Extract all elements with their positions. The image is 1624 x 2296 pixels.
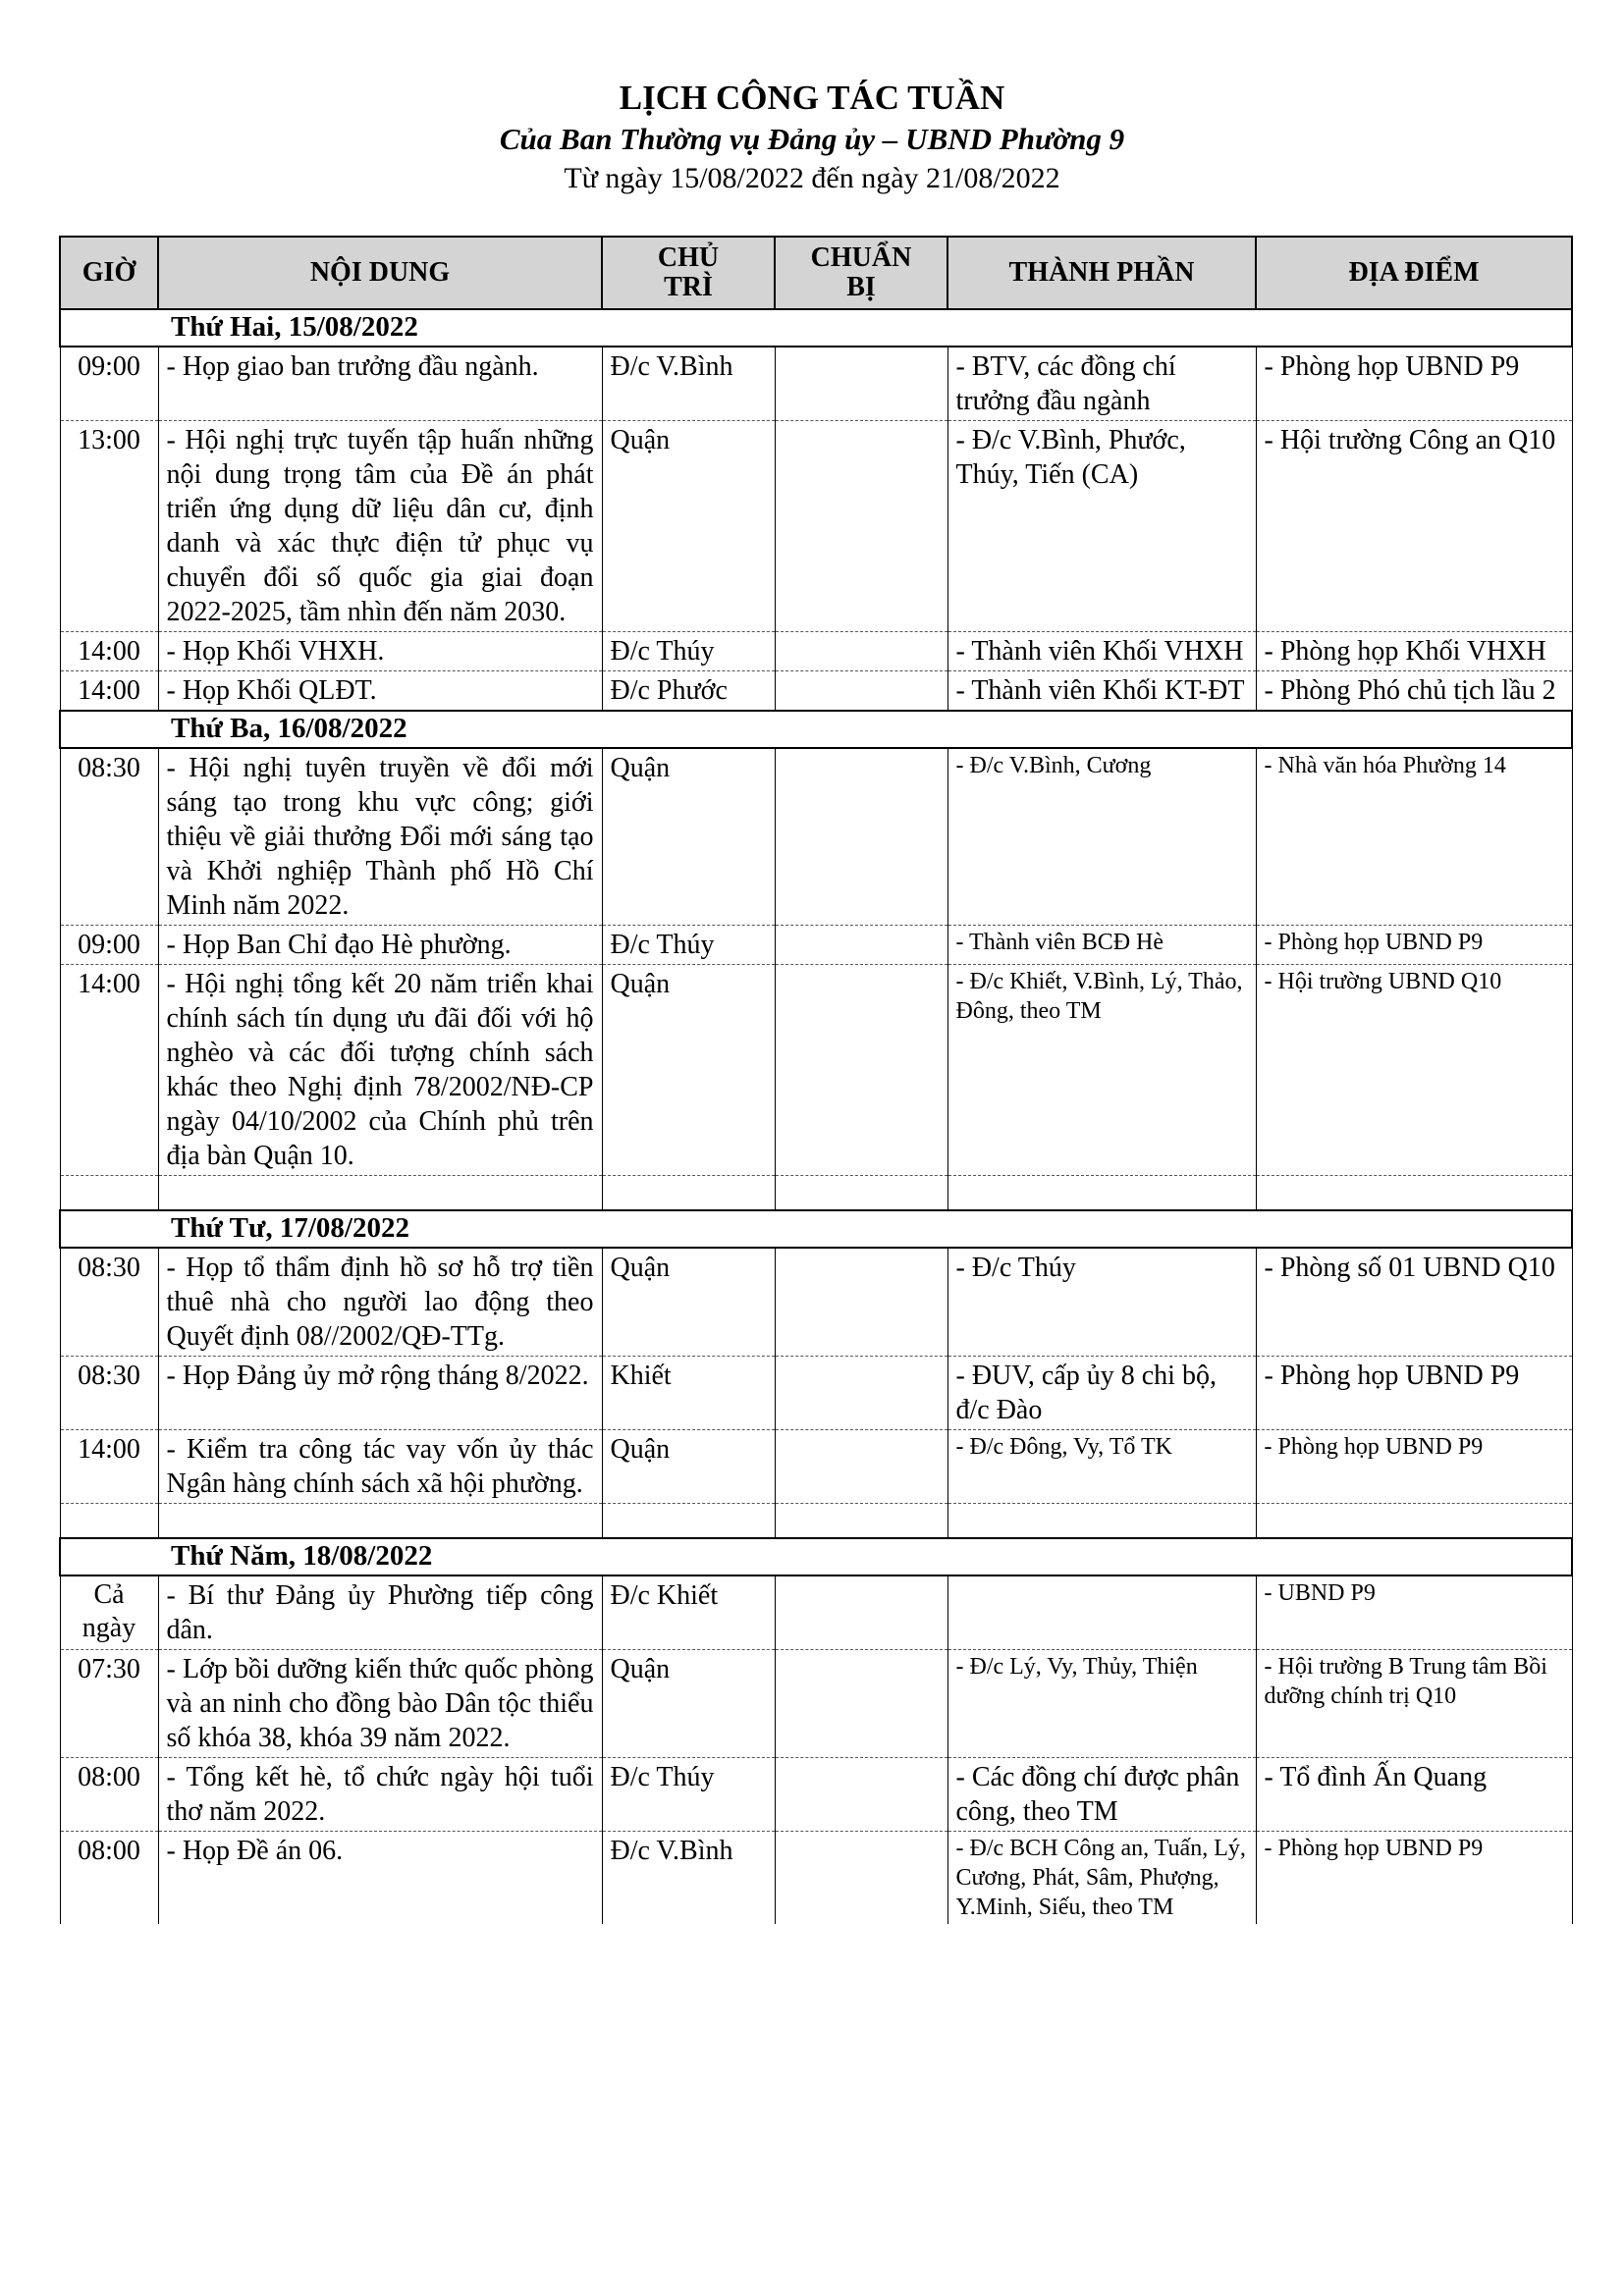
prepare-cell xyxy=(775,347,947,421)
content-cell: - Họp Khối QLĐT. xyxy=(158,671,602,712)
blank-row xyxy=(60,1504,1572,1539)
prepare-cell xyxy=(775,1357,947,1430)
participants-cell: - Đ/c Lý, Vy, Thủy, Thiện xyxy=(947,1650,1256,1758)
location-cell: - UBND P9 xyxy=(1256,1575,1572,1650)
blank-cell xyxy=(1256,1176,1572,1211)
day-label: Thứ Hai, 15/08/2022 xyxy=(60,309,1572,347)
participants-cell: - Thành viên Khối KT-ĐT xyxy=(947,671,1256,712)
location-cell: - Hội trường UBND Q10 xyxy=(1256,965,1572,1176)
table-row xyxy=(60,671,1572,712)
participants-cell: - Thành viên BCĐ Hè xyxy=(947,926,1256,965)
chair-cell: Quận xyxy=(602,965,775,1176)
content-cell: - Họp Khối VHXH. xyxy=(158,632,602,671)
prepare-cell xyxy=(775,1575,947,1650)
blank-cell xyxy=(947,1504,1256,1539)
participants-cell: - Các đồng chí được phân công, theo TM xyxy=(947,1758,1256,1832)
table-row xyxy=(60,1650,1572,1758)
time-cell: 08:30 xyxy=(60,748,158,926)
chair-cell: Quận xyxy=(602,1650,775,1758)
prepare-cell xyxy=(775,1650,947,1758)
location-cell: - Phòng số 01 UBND Q10 xyxy=(1256,1248,1572,1357)
chair-cell: Đ/c Khiết xyxy=(602,1575,775,1650)
chair-cell: Đ/c Phước xyxy=(602,671,775,712)
content-cell: - Hội nghị tuyên truyền về đổi mới sáng tạo trong khu vực công; giới thiệu về giải thưởng Đổi mới sáng tạo và Khởi nghiệp Thành phố Hồ Chí Minh năm 2022. xyxy=(158,748,602,926)
blank-cell xyxy=(60,1504,158,1539)
content-cell: - Họp Ban Chỉ đạo Hè phường. xyxy=(158,926,602,965)
column-header-location: ĐỊA ĐIỂM xyxy=(1256,237,1572,309)
table-row xyxy=(60,1357,1572,1430)
column-header-prepare: CHUẨN BỊ xyxy=(775,237,947,309)
time-cell: 14:00 xyxy=(60,965,158,1176)
day-row xyxy=(60,309,1572,347)
content-cell: - Tổng kết hè, tổ chức ngày hội tuổi thơ năm 2022. xyxy=(158,1758,602,1832)
table-row xyxy=(60,632,1572,671)
blank-cell xyxy=(602,1176,775,1211)
content-cell: - Bí thư Đảng ủy Phường tiếp công dân. xyxy=(158,1575,602,1650)
table-row xyxy=(60,748,1572,926)
content-cell: - Họp Đảng ủy mở rộng tháng 8/2022. xyxy=(158,1357,602,1430)
document-header xyxy=(0,77,1624,198)
day-label: Thứ Tư, 17/08/2022 xyxy=(60,1210,1572,1248)
time-cell: 09:00 xyxy=(60,926,158,965)
prepare-cell xyxy=(775,1430,947,1504)
content-cell: - Họp tổ thẩm định hồ sơ hỗ trợ tiền thuê nhà cho người lao động theo Quyết định 08//2002/QĐ-TTg. xyxy=(158,1248,602,1357)
chair-cell: Quận xyxy=(602,1430,775,1504)
chair-cell: Đ/c V.Bình xyxy=(602,1832,775,1925)
prepare-cell xyxy=(775,1832,947,1925)
location-cell: - Hội trường Công an Q10 xyxy=(1256,421,1572,632)
day-row xyxy=(60,711,1572,748)
date-range: Từ ngày 15/08/2022 đến ngày 21/08/2022 xyxy=(564,162,1060,194)
location-cell: - Phòng họp UBND P9 xyxy=(1256,347,1572,421)
time-cell: Cả ngày xyxy=(60,1575,158,1650)
prepare-cell xyxy=(775,421,947,632)
chair-cell: Đ/c Thúy xyxy=(602,1758,775,1832)
chair-cell: Đ/c Thúy xyxy=(602,926,775,965)
content-cell: - Họp Đề án 06. xyxy=(158,1832,602,1925)
time-cell: 14:00 xyxy=(60,1430,158,1504)
blank-cell xyxy=(158,1176,602,1211)
document-subtitle: Của Ban Thường vụ Đảng ủy – UBND Phường 9 xyxy=(499,122,1125,156)
day-row xyxy=(60,1538,1572,1575)
participants-cell: - BTV, các đồng chí trưởng đầu ngành xyxy=(947,347,1256,421)
time-cell: 08:30 xyxy=(60,1357,158,1430)
time-cell: 08:00 xyxy=(60,1758,158,1832)
chair-cell: Đ/c V.Bình xyxy=(602,347,775,421)
table-row xyxy=(60,1758,1572,1832)
location-cell: - Nhà văn hóa Phường 14 xyxy=(1256,748,1572,926)
blank-cell xyxy=(158,1504,602,1539)
table-row xyxy=(60,1248,1572,1357)
time-cell: 14:00 xyxy=(60,632,158,671)
table-row xyxy=(60,1832,1572,1925)
location-cell: - Phòng họp UBND P9 xyxy=(1256,1832,1572,1925)
blank-cell xyxy=(947,1176,1256,1211)
location-cell: - Phòng họp UBND P9 xyxy=(1256,1430,1572,1504)
prepare-cell xyxy=(775,926,947,965)
blank-cell xyxy=(1256,1504,1572,1539)
day-label: Thứ Năm, 18/08/2022 xyxy=(60,1538,1572,1575)
time-cell: 14:00 xyxy=(60,671,158,712)
prepare-cell xyxy=(775,1248,947,1357)
day-label: Thứ Ba, 16/08/2022 xyxy=(60,711,1572,748)
participants-cell: - Đ/c BCH Công an, Tuấn, Lý, Cương, Phát, Sâm, Phượng, Y.Minh, Siếu, theo TM xyxy=(947,1832,1256,1925)
time-cell: 08:30 xyxy=(60,1248,158,1357)
time-cell: 07:30 xyxy=(60,1650,158,1758)
prepare-cell xyxy=(775,965,947,1176)
blank-row xyxy=(60,1176,1572,1211)
content-cell: - Hội nghị trực tuyến tập huấn những nội dung trọng tâm của Đề án phát triển ứng dụng dữ liệu dân cư, định danh và xác thực điện tử phục vụ chuyển đổi số quốc gia giai đoạn 2022-2025, tầm nhìn đến năm 2030. xyxy=(158,421,602,632)
participants-cell: - Đ/c V.Bình, Phước, Thúy, Tiến (CA) xyxy=(947,421,1256,632)
participants-cell: - Đ/c Thúy xyxy=(947,1248,1256,1357)
chair-cell: Quận xyxy=(602,421,775,632)
participants-cell: - ĐUV, cấp ủy 8 chi bộ, đ/c Đào xyxy=(947,1357,1256,1430)
participants-cell: - Đ/c Khiết, V.Bình, Lý, Thảo, Đông, theo TM xyxy=(947,965,1256,1176)
day-row xyxy=(60,1210,1572,1248)
participants-cell: - Thành viên Khối VHXH xyxy=(947,632,1256,671)
content-cell: - Kiểm tra công tác vay vốn ủy thác Ngân hàng chính sách xã hội phường. xyxy=(158,1430,602,1504)
column-header-chair: CHỦ TRÌ xyxy=(602,237,775,309)
prepare-cell xyxy=(775,632,947,671)
schedule-body xyxy=(60,309,1572,1924)
location-cell: - Phòng họp UBND P9 xyxy=(1256,926,1572,965)
table-row xyxy=(60,421,1572,632)
time-cell: 09:00 xyxy=(60,347,158,421)
time-cell: 08:00 xyxy=(60,1832,158,1925)
location-cell: - Phòng họp Khối VHXH xyxy=(1256,632,1572,671)
content-cell: - Họp giao ban trưởng đầu ngành. xyxy=(158,347,602,421)
location-cell: - Hội trường B Trung tâm Bồi dưỡng chính trị Q10 xyxy=(1256,1650,1572,1758)
document-title: LỊCH CÔNG TÁC TUẦN xyxy=(619,79,1005,117)
chair-cell: Quận xyxy=(602,748,775,926)
location-cell: - Phòng Phó chủ tịch lầu 2 xyxy=(1256,671,1572,712)
location-cell: - Phòng họp UBND P9 xyxy=(1256,1357,1572,1430)
table-row xyxy=(60,1575,1572,1650)
blank-cell xyxy=(775,1504,947,1539)
participants-cell: - Đ/c Đông, Vy, Tổ TK xyxy=(947,1430,1256,1504)
participants-cell: - Đ/c V.Bình, Cương xyxy=(947,748,1256,926)
prepare-cell xyxy=(775,671,947,712)
table-row xyxy=(60,926,1572,965)
blank-cell xyxy=(775,1176,947,1211)
table-row xyxy=(60,347,1572,421)
chair-cell: Khiết xyxy=(602,1357,775,1430)
participants-cell xyxy=(947,1575,1256,1650)
schedule-table xyxy=(59,236,1573,1924)
blank-cell xyxy=(602,1504,775,1539)
prepare-cell xyxy=(775,1758,947,1832)
column-header-content: NỘI DUNG xyxy=(158,237,602,309)
prepare-cell xyxy=(775,748,947,926)
chair-cell: Đ/c Thúy xyxy=(602,632,775,671)
content-cell: - Hội nghị tổng kết 20 năm triển khai chính sách tín dụng ưu đãi đối với hộ nghèo và các đối tượng chính sách khác theo Nghị định 78/2002/NĐ-CP ngày 04/10/2002 của Chính phủ trên địa bàn Quận 10. xyxy=(158,965,602,1176)
blank-cell xyxy=(60,1176,158,1211)
content-cell: - Lớp bồi dưỡng kiến thức quốc phòng và an ninh cho đồng bào Dân tộc thiểu số khóa 38, khóa 39 năm 2022. xyxy=(158,1650,602,1758)
table-row xyxy=(60,1430,1572,1504)
column-header-time: GIỜ xyxy=(60,237,158,309)
table-header-row xyxy=(60,237,1572,309)
table-row xyxy=(60,965,1572,1176)
location-cell: - Tổ đình Ấn Quang xyxy=(1256,1758,1572,1832)
column-header-participants: THÀNH PHẦN xyxy=(947,237,1256,309)
chair-cell: Quận xyxy=(602,1248,775,1357)
time-cell: 13:00 xyxy=(60,421,158,632)
